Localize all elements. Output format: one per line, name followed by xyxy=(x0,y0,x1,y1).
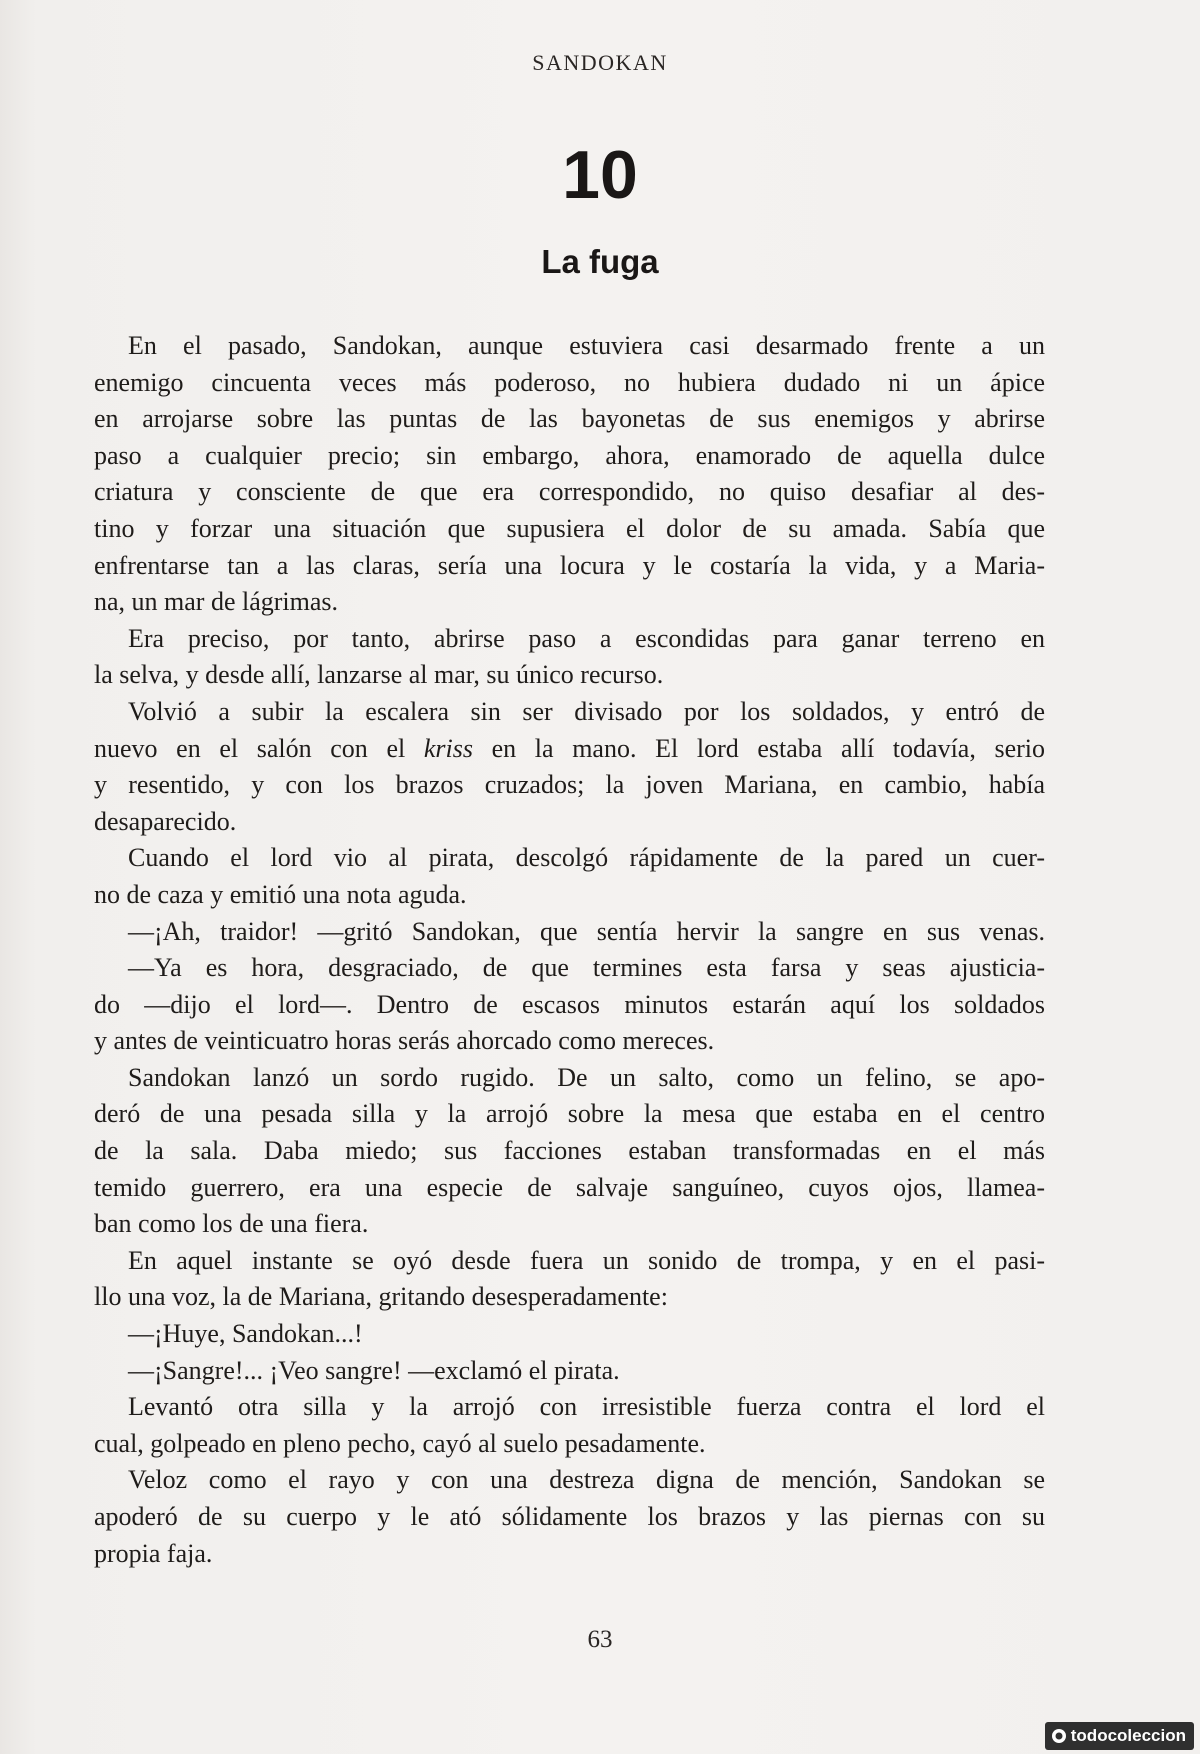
chapter-body-text xyxy=(94,328,1045,1572)
todocoleccion-logo-icon xyxy=(1051,1728,1067,1744)
text-line: enemigo cincuenta veces más poderoso, no hubiera dudado ni un ápice xyxy=(94,367,1045,397)
text-line: temido guerrero, era una especie de salvaje sanguíneo, cuyos ojos, llamea- xyxy=(94,1172,1045,1202)
text-line: y resentido, y con los brazos cruzados; la joven Mariana, en cambio, había xyxy=(94,770,1045,800)
text-line: deró de una pesada silla y la arrojó sobre la mesa que estaba en el centro xyxy=(94,1099,1045,1129)
chapter-title: La fuga xyxy=(541,243,659,280)
text-line: y antes de veinticuatro horas serás ahorcado como mereces. xyxy=(94,1026,715,1056)
text-line: tino y forzar una situación que supusiera el dolor de su amada. Sabía que xyxy=(94,513,1045,543)
text-line: no de caza y emitió una nota aguda. xyxy=(94,879,467,909)
text-line: do —dijo el lord—. Dentro de escasos minutos estarán aquí los soldados xyxy=(94,989,1045,1019)
text-line: ban como los de una fiera. xyxy=(94,1209,369,1239)
text-line: Sandokan lanzó un sordo rugido. De un salto, como un felino, se apo- xyxy=(128,1062,1045,1092)
watermark-badge xyxy=(1045,1722,1194,1750)
text-line: llo una voz, la de Mariana, gritando desesperadamente: xyxy=(94,1282,668,1312)
text-line: criatura y consciente de que era correspondido, no quiso desafiar al des- xyxy=(94,477,1045,507)
text-line: —¡Ah, traidor! —gritó Sandokan, que sentía hervir la sangre en sus venas. xyxy=(128,916,1045,946)
text-line: —¡Sangre!... ¡Veo sangre! —exclamó el pirata. xyxy=(128,1355,620,1385)
text-line: —Ya es hora, desgraciado, de que termines esta farsa y seas ajusticia- xyxy=(128,953,1045,983)
text-line: —¡Huye, Sandokan...! xyxy=(128,1319,363,1349)
text-line: En aquel instante se oyó desde fuera un sonido de trompa, y en el pasi- xyxy=(128,1245,1045,1275)
text-line: desaparecido. xyxy=(94,806,237,836)
chapter-number: 10 xyxy=(562,137,638,213)
text-line: En el pasado, Sandokan, aunque estuviera casi desarmado frente a un xyxy=(128,331,1045,360)
text-line: paso a cualquier precio; sin embargo, ahora, enamorado de aquella dulce xyxy=(94,440,1045,470)
text-line: Levantó otra silla y la arrojó con irresistible fuerza contra el lord el xyxy=(128,1392,1045,1422)
text-line: Era preciso, por tanto, abrirse paso a escondidas para ganar terreno en xyxy=(128,623,1045,653)
page-number: 63 xyxy=(587,1626,613,1653)
text-line: Cuando el lord vio al pirata, descolgó rápidamente de la pared un cuer- xyxy=(128,843,1045,873)
text-line: nuevo en el salón con el kriss en la mano. El lord estaba allí todavía, serio xyxy=(94,733,1045,763)
text-line: propia faja. xyxy=(94,1538,213,1568)
text-line: de la sala. Daba miedo; sus facciones estaban transformadas en el más xyxy=(94,1136,1045,1166)
text-line: Veloz como el rayo y con una destreza digna de mención, Sandokan se xyxy=(128,1465,1045,1495)
text-line: cual, golpeado en pleno pecho, cayó al suelo pesadamente. xyxy=(94,1428,706,1458)
text-line: na, un mar de lágrimas. xyxy=(94,587,339,617)
text-line: en arrojarse sobre las puntas de las bayonetas de sus enemigos y abrirse xyxy=(94,404,1045,434)
running-head: SANDOKAN xyxy=(532,50,668,75)
text-line: enfrentarse tan a las claras, sería una locura y le costaría la vida, y a Maria- xyxy=(94,550,1045,580)
text-line: apoderó de su cuerpo y le ató sólidamente los brazos y las piernas con su xyxy=(94,1502,1045,1531)
text-line: la selva, y desde allí, lanzarse al mar, su único recurso. xyxy=(94,660,664,690)
italic-word: kriss xyxy=(423,733,473,763)
text-line: Volvió a subir la escalera sin ser divisado por los soldados, y entró de xyxy=(128,696,1045,726)
watermark-text: todocoleccion xyxy=(1070,1726,1186,1745)
